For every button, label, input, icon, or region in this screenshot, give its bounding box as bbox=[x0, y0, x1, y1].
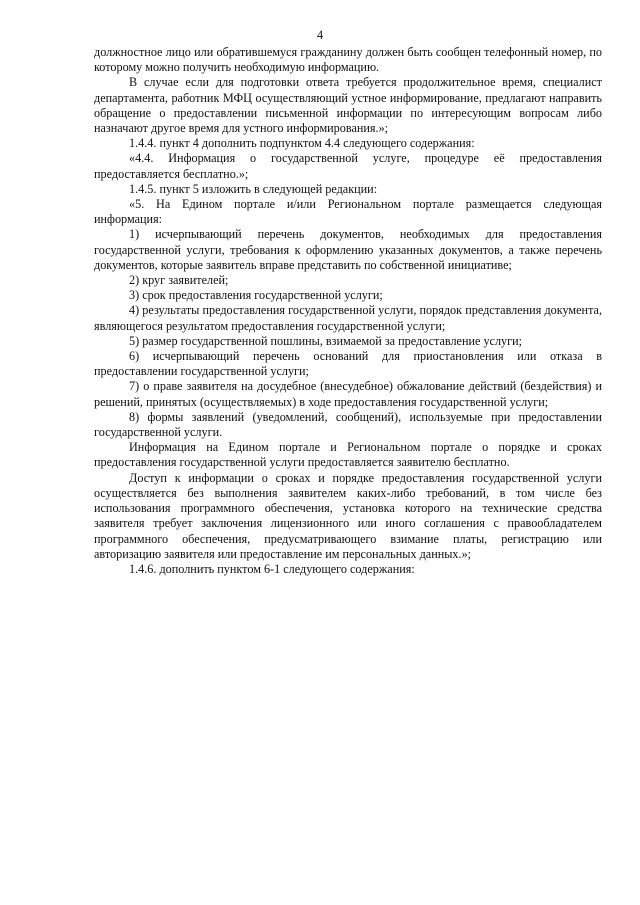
document-body bbox=[94, 45, 602, 577]
paragraph: 5) размер государственной пошлины, взимаемой за предоставление услуги; bbox=[129, 333, 523, 348]
paragraph: должностное лицо или обратившемуся гражданину должен быть сообщен телефонный номер, по которому можно получить необходимую информацию. bbox=[94, 45, 602, 75]
paragraph: В случае если для подготовки ответа требуется продолжительное время, специалист департамента, работник МФЦ осуществляющий устное информирование, предлагают направить обращение о предоставлении письменной информации по интересующим вопросам либо назначают другое время для устного информирования.»; bbox=[94, 75, 602, 136]
paragraph: «5. На Едином портале и/или Региональном портале размещается следующая информация: bbox=[94, 197, 602, 227]
paragraph: 1.4.4. пункт 4 дополнить подпунктом 4.4 следующего содержания: bbox=[129, 136, 475, 151]
paragraph: Доступ к информации о сроках и порядке предоставления государственной услуги осуществляется без выполнения заявителем каких-либо требований, в том числе без использования программного обеспечения, установка которого на технические средства заявителя требует заключения лицензионного или иного соглашения с правообладателем программного обеспечения, предусматривающего взимание платы, регистрацию или авторизацию заявителя или предоставление им персональных данных.»; bbox=[94, 470, 602, 561]
paragraph: «4.4. Информация о государственной услуге, процедуре её предоставления предоставляется бесплатно.»; bbox=[94, 151, 602, 181]
paragraph: 1) исчерпывающий перечень документов, необходимых для предоставления государственной услуги, требования к оформлению указанных документов, а также перечень документов, которые заявитель вправе представить по собственной инициативе; bbox=[94, 227, 602, 272]
paragraph: 7) о праве заявителя на досудебное (внесудебное) обжалование действий (бездействия) и решений, принятых (осуществляемых) в ходе предоставления государственной услуги; bbox=[94, 379, 602, 409]
paragraph: 1.4.5. пункт 5 изложить в следующей редакции: bbox=[129, 181, 378, 196]
paragraph: 6) исчерпывающий перечень оснований для приостановления или отказа в предоставлении государственной услуги; bbox=[94, 349, 602, 379]
paragraph: 2) круг заявителей; bbox=[129, 273, 229, 288]
paragraph: 4) результаты предоставления государственной услуги, порядок представления документа, являющегося результатом предоставления государственной услуги; bbox=[94, 303, 602, 333]
paragraph: 8) формы заявлений (уведомлений, сообщений), используемые при предоставлении государственной услуги. bbox=[94, 409, 602, 440]
paragraph: 3) срок предоставления государственной услуги; bbox=[129, 288, 383, 303]
page-number: 4 bbox=[316, 28, 324, 42]
paragraph: 1.4.6. дополнить пунктом 6-1 следующего содержания: bbox=[129, 561, 415, 576]
paragraph: Информация на Едином портале и Региональном портале о порядке и сроках предоставления государственной услуги предоставляется заявителю бесплатно. bbox=[94, 440, 602, 470]
